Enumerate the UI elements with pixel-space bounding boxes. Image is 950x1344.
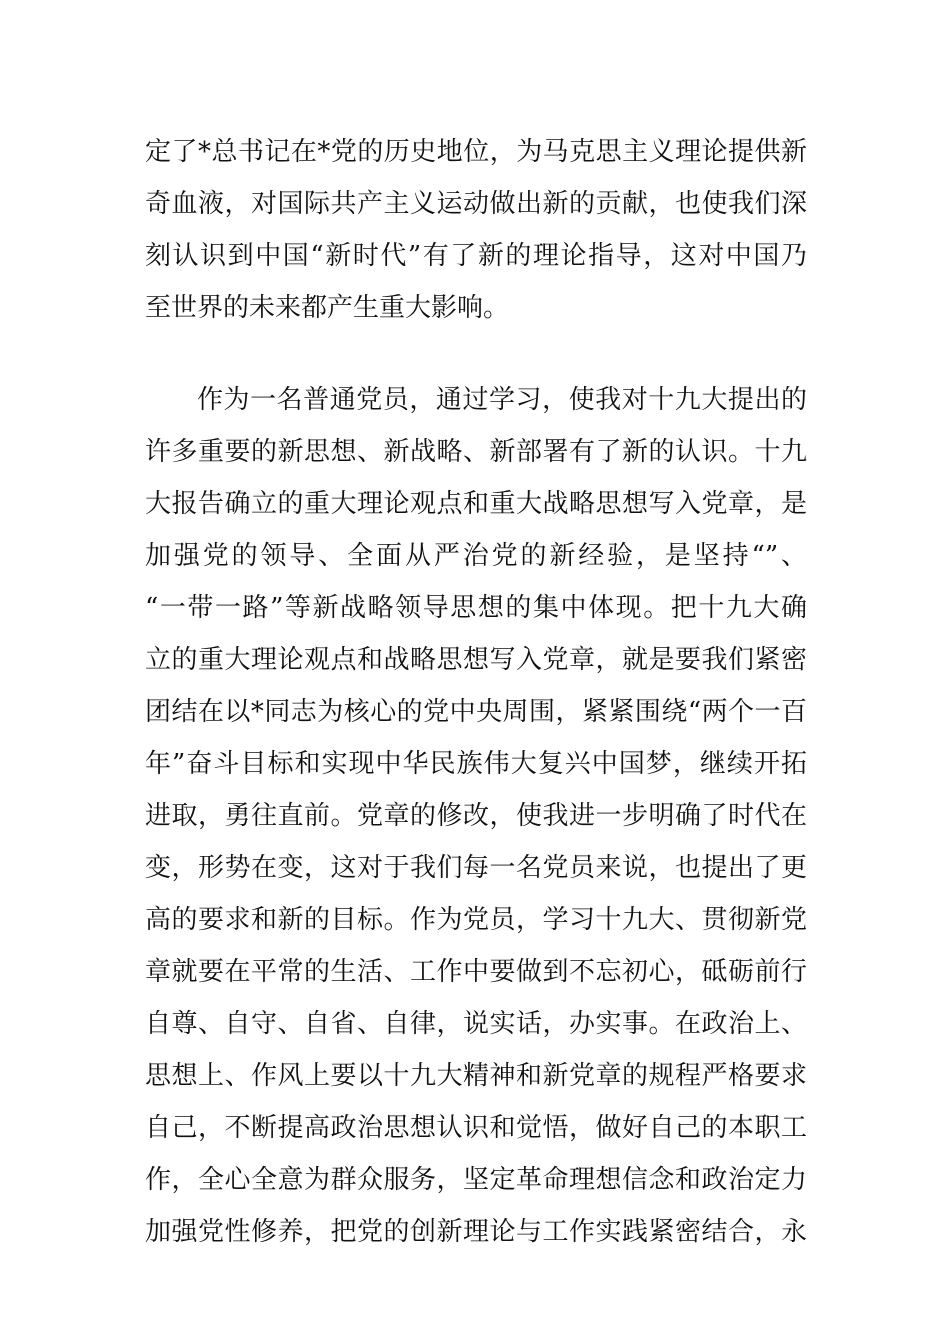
text-line: 加强党的领导、全面从严治党的新经验，是坚持“”、 (145, 541, 807, 571)
text-line: 进取，勇往直前。党章的修改，使我进一步明确了时代在 (145, 801, 807, 831)
paragraph-1 (145, 126, 807, 334)
text-line: 加强党性修养，把党的创新理论与工作实践紧密结合，永 (145, 1217, 807, 1247)
text-line: “一带一路”等新战略领导思想的集中体现。把十九大确 (145, 593, 807, 623)
text-line: 团结在以*同志为核心的党中央周围，紧紧围绕“两个一百 (145, 697, 807, 727)
text-line: 定了*总书记在*党的历史地位，为马克思主义理论提供新 (145, 137, 807, 167)
text-line: 至世界的未来都产生重大影响。 (145, 293, 510, 323)
text-line: 自尊、自守、自省、自律，说实话，办实事。在政治上、 (145, 1009, 807, 1039)
paragraph-2 (145, 374, 807, 1258)
text-line: 自己，不断提高政治思想认识和觉悟，做好自己的本职工 (145, 1113, 807, 1143)
text-line: 思想上、作风上要以十九大精神和新党章的规程严格要求 (145, 1061, 807, 1091)
text-line: 大报告确立的重大理论观点和重大战略思想写入党章，是 (145, 489, 807, 519)
text-line: 刻认识到中国“新时代”有了新的理论指导，这对中国乃 (145, 241, 807, 271)
text-line: 高的要求和新的目标。作为党员，学习十九大、贯彻新党 (145, 905, 807, 935)
text-line: 作为一名普通党员，通过学习，使我对十九大提出的 (197, 385, 807, 415)
text-line: 章就要在平常的生活、工作中要做到不忘初心，砥砺前行 (145, 957, 807, 987)
text-line: 年”奋斗目标和实现中华民族伟大复兴中国梦，继续开拓 (145, 749, 807, 779)
text-line: 立的重大理论观点和战略思想写入党章，就是要我们紧密 (145, 645, 807, 675)
text-line: 作，全心全意为群众服务，坚定革命理想信念和政治定力 (145, 1165, 807, 1195)
text-line: 许多重要的新思想、新战略、新部署有了新的认识。十九 (145, 437, 807, 467)
text-line: 奇血液，对国际共产主义运动做出新的贡献，也使我们深 (145, 189, 807, 219)
text-line: 变，形势在变，这对于我们每一名党员来说，也提出了更 (145, 853, 807, 883)
